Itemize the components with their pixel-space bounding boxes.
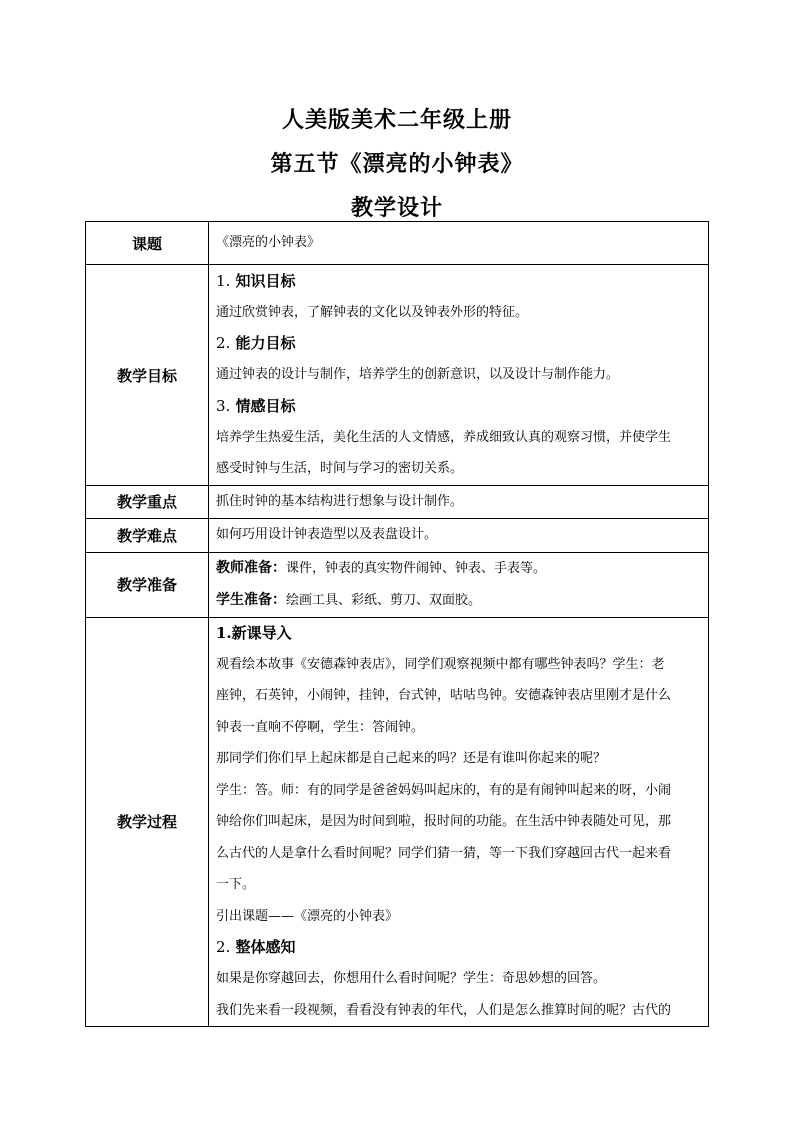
teacher-prep: 教师准备：课件，钟表的真实物件闹钟、钟表、手表等。 — [216, 560, 547, 576]
intro-heading: 1.新课导入 — [216, 623, 292, 642]
knowledge-heading: 1. 知识目标 — [216, 271, 296, 290]
student-prep: 学生准备：绘画工具、彩纸、剪刀、双面胶。 — [216, 591, 482, 608]
intro-line-4: 那同学们你们早上起床都是自己起来的吗？还是有谁叫你起来的呢？ — [216, 751, 607, 766]
knowledge-text: 通过欣赏钟表，了解钟表的文化以及钟表外形的特征。 — [216, 304, 529, 320]
intro-line-6: 钟给你们叫起床，是因为时间到啦，报时间的功能。在生活中钟表随处可见，那 — [216, 814, 672, 829]
key-value: 抓住时钟的基本结构进行想象与设计制作。 — [209, 486, 709, 519]
perception-line-2: 我们先来看一段视频，看看没有钟表的年代，人们是怎么推算时间的呢？古代的 — [216, 1002, 672, 1018]
intro-line-3: 钟表一直响不停啊，学生：答闹钟。 — [216, 719, 425, 735]
difficulty-label: 教学难点 — [86, 518, 209, 552]
emotion-heading: 3. 情感目标 — [216, 396, 296, 415]
process-content — [209, 617, 709, 1026]
process-label: 教学过程 — [86, 617, 209, 1026]
difficulty-value: 如何巧用设计钟表造型以及表盘设计。 — [209, 518, 709, 552]
document-title-block — [0, 98, 794, 230]
row-course — [86, 222, 709, 265]
intro-line-8: 一下。 — [216, 877, 256, 892]
emotion-text-line-1: 培养学生热爱生活，美化生活的人文情感，养成细致认真的观察习惯，并使学生 — [216, 429, 672, 445]
title-line-3: 教学设计 — [350, 195, 443, 221]
row-prep — [86, 552, 709, 617]
row-difficulty — [86, 518, 709, 552]
ability-text: 通过钟表的设计与制作，培养学生的创新意识，以及设计与制作能力。 — [216, 367, 620, 382]
title-line-1: 人美版美术二年级上册 — [281, 107, 512, 133]
title-line-2: 第五节《漂亮的小钟表》 — [270, 151, 524, 177]
intro-line-7: 么古代的人是拿什么看时间呢？同学们猜一猜，等一下我们穿越回古代一起来看 — [216, 845, 672, 861]
emotion-text-line-2: 感受时钟与生活，时间与学习的密切关系。 — [216, 461, 464, 476]
intro-line-2: 座钟，石英钟，小闹钟，挂钟，台式钟，咕咕鸟钟。安德森钟表店里刚才是什么 — [216, 688, 672, 703]
course-value: 《漂亮的小钟表》 — [209, 222, 709, 265]
row-key — [86, 486, 709, 519]
course-label: 课题 — [86, 222, 209, 265]
intro-line-1: 观看绘本故事《安德森钟表店》，同学们观察视频中都有哪些钟表吗？学生：老 — [216, 656, 665, 672]
intro-line-5: 学生：答。师：有的同学是爸爸妈妈叫起床的，有的是有闹钟叫起来的呀，小闹 — [216, 782, 672, 798]
prep-label: 教学准备 — [86, 552, 209, 617]
perception-heading: 2. 整体感知 — [216, 938, 296, 956]
goals-content — [209, 265, 709, 486]
prep-content — [209, 552, 709, 617]
ability-heading: 2. 能力目标 — [216, 334, 296, 352]
row-goals — [86, 265, 709, 486]
intro-line-9: 引出课题——《漂亮的小钟表》 — [216, 908, 399, 924]
key-label: 教学重点 — [86, 486, 209, 519]
perception-line-1: 如果是你穿越回去，你想用什么看时间呢？学生：奇思妙想的回答。 — [216, 971, 607, 986]
lesson-plan-table — [85, 221, 709, 1027]
row-process — [86, 617, 709, 1026]
goals-label: 教学目标 — [86, 265, 209, 486]
